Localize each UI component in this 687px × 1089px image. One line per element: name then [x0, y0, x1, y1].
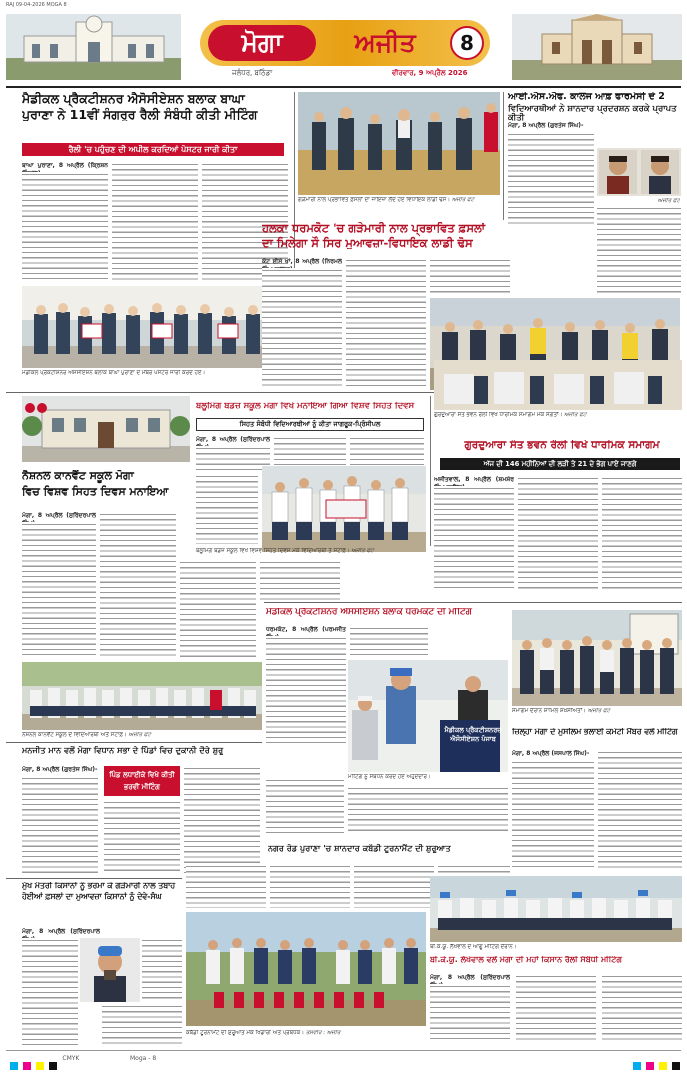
- article4-subhead: ਸਿਹਤ ਸੰਬੰਧੀ ਵਿਦਿਆਰਥੀਆਂ ਨੂੰ ਕੀਤਾ ਜਾਗਰੂਕ-ਪ੍ਰਿੰਸੀਪਲ: [239, 420, 381, 428]
- article2-photo-caption-text: ਗੜੇਮਾਰੀ ਨਾਲ ਪ੍ਰਭਾਵਿਤ ਫ਼ਸਲਾਂ ਦਾ ਜਾਇਜ਼ਾ ਲੈਂਦੇ ਹੋਏ ਵਿਧਾਇਕ ਲਾਡੀ ਢੋਸ।: [298, 197, 451, 203]
- article4-photo: [262, 466, 426, 552]
- article8-caption: [512, 708, 682, 715]
- footer-slug: Moga - 8: [130, 1055, 157, 1062]
- page-number-badge: [450, 26, 484, 60]
- article6-body-col2: [518, 476, 598, 592]
- article2-dateline: ਕੋਟ ਈਸੇ ਖਾਂ, 8 ਅਪ੍ਰੈਲ (ਨਿਰਮਲ: [262, 258, 342, 265]
- article1-body-col2: [112, 162, 198, 282]
- article5-photo: [22, 662, 262, 730]
- article7-banner-line1: ਮੈਡੀਕਲ ਪ੍ਰੈਕਟੀਸ਼ਨਰਜ਼: [444, 726, 502, 734]
- article10-body-col2: [270, 864, 350, 908]
- article11-portrait: [80, 938, 140, 1002]
- article4-headline: ਬਲੂਮਿੰਗ ਬਡਜ਼ ਸਕੂਲ ਮੋਗਾ ਵਿਖੇ ਮਨਾਇਆ ਗਿਆ ਵਿਸ਼ਵ ਸਿਹਤ ਦਿਵਸ: [196, 402, 415, 411]
- article12-body-col1: [430, 984, 510, 1042]
- article10-photo: [186, 912, 426, 1026]
- article5-body-col4: [260, 560, 340, 600]
- article8-photo: [512, 610, 682, 706]
- article2-body-col3: [430, 258, 510, 294]
- article6-photo: [434, 360, 682, 410]
- article9-body-col3: [184, 766, 260, 874]
- article1-headline: [22, 92, 292, 121]
- article4-body-col1: [196, 446, 270, 470]
- article2-headline-line2: ਦਾ ਮਿਲੇਗਾ ਸੌ ਸਿਰ ਮੁਆਵਜ਼ਾ-ਵਿਧਾਇਕ ਲਾਡੀ ਢੋਸ: [262, 236, 473, 250]
- article2-body-col1: [262, 268, 342, 386]
- article5-headline: [22, 470, 192, 497]
- article5-body-col2: [100, 512, 176, 658]
- article11-headline-line1: ਮੁੱਖ ਮੰਤਰੀ ਕਿਸਾਨਾਂ ਨੂੰ ਭਰਮਾ ਕੇ ਗੜੇਮਾਰੀ ਨਾਲ ਤਬਾਹ: [22, 882, 176, 890]
- article9-body-col2: [104, 800, 180, 874]
- article12-photo: [430, 876, 682, 942]
- masthead-building-right: [512, 14, 682, 80]
- article10-body-col1: [186, 864, 266, 908]
- article4-body-col2: [274, 436, 346, 470]
- article10-headline: ਨਗਰ ਰੋਡ ਪੁਰਾਣਾ 'ਚ ਸ਼ਾਨਦਾਰ ਕਬੱਡੀ ਟੂਰਨਾਮੈਂਟ ਦੀ ਸ਼ੁਰੂਆਤ: [268, 844, 451, 853]
- article5-caption-text: ਨੈਸ਼ਨਲ ਕਾਨਵੈਂਟ ਸਕੂਲ ਦੇ ਵਿਦਿਆਰਥੀ ਅਤੇ ਸਟਾਫ਼।: [22, 732, 127, 738]
- article11-body-col3: [142, 938, 182, 1000]
- article3-headline: [508, 92, 683, 123]
- article3-body-col2: [597, 206, 681, 294]
- article2-photo-credit: ਅਜੀਤ ਫੋਟੋ: [451, 197, 475, 203]
- article1-headline-line2: ਪੁਰਾਣਾ ਨੇ 11ਵੀਂ ਸੰਗਰੂਰ ਰੈਲੀ ਸੰਬੰਧੀ ਕੀਤੀ ਮੀਟਿੰਗ: [22, 107, 258, 122]
- article6-subhead: ਅੱਜ ਦੀ 146 ਮਹੀਨਿਆਂ ਦੀ ਲੜੀ ਤੇ 21 ਦੇ ਭੋਗ ਪਾਏ ਜਾਣਗੇ: [440, 458, 680, 470]
- article4-body-col4: [196, 474, 258, 544]
- article6-body-col1: [434, 486, 514, 592]
- article7-dateline: ਧਰਮਕੋਟ, 8 ਅਪ੍ਰੈਲ (ਪਰਮਜੀਤ: [266, 626, 346, 633]
- masthead-building-left: [6, 14, 181, 80]
- article9-boxed-headline: ਪਿੰਡ ਲਧਾਈਕੇ ਵਿਖੇ ਕੀਤੀ ਭਰਵੀਂ ਮੀਟਿੰਗ: [104, 766, 180, 796]
- article8-caption-text: ਸਮਾਗਮ ਦੌਰਾਨ ਸ਼ਾਮਿਲ ਸ਼ਖ਼ਸੀਅਤਾਂ।: [512, 708, 586, 714]
- article12-headline: ਬੀ.ਕੇ.ਯੂ. ਲੱਖੋਵਾਲ ਵਲੋਂ ਮੋਗਾ ਦੀ ਮਹਾਂ ਕਿਸਾਨ ਰੈਲੀ ਸੰਬੰਧੀ ਮੀਟਿੰਗ: [430, 956, 622, 964]
- article10-caption-text: ਕਬੱਡੀ ਟੂਰਨਾਮੈਂਟ ਦੀ ਸ਼ੁਰੂਆਤ ਮੌਕੇ ਖਿਡਾਰੀ ਅਤੇ ਪ੍ਰਬੰਧਕ।: [186, 1030, 305, 1036]
- article9-dateline: ਮੋਗਾ, 8 ਅਪ੍ਰੈਲ (ਗੁਰਤੇਜ ਸਿੰਘ)-: [22, 766, 98, 773]
- article7-caption: ਮੀਟਿੰਗ ਨੂੰ ਸੰਬੋਧਨ ਕਰਦੇ ਹੋਏ ਅਹੁਦੇਦਾਰ।: [348, 774, 431, 780]
- article12-body-col2: [516, 974, 596, 1042]
- print-slug: RAJ 09-04-2026 MOGA 8: [6, 2, 67, 8]
- article1-dateline: ਬਾਘਾ ਪੁਰਾਣਾ, 8 ਅਪ੍ਰੈਲ (ਕ੍ਰਿਸ਼ਨ: [22, 162, 108, 169]
- article11-body-col1: [22, 938, 78, 1046]
- article4-body-col3: [350, 436, 424, 470]
- footer-color-marks-label: CMYK: [62, 1055, 80, 1062]
- article5-caption: [22, 732, 262, 739]
- article3-photo-credit: ਅਜੀਤ ਫੋਟੋ: [657, 198, 680, 204]
- article11-headline: [22, 882, 182, 901]
- article10-body-col3: [354, 864, 434, 908]
- article6-headline: ਗੁਰਦੁਆਰਾ ਸੰਤ ਭਵਨ ਰੌਲੀ ਵਿਖੇ ਧਾਰਮਿਕ ਸਮਾਗਮ: [464, 440, 660, 451]
- article6-photo-credit: ਅਜੀਤ ਫੋਟੋ: [564, 412, 587, 418]
- article12-body-col3: [602, 974, 682, 1042]
- article6-photo-caption: [434, 412, 682, 419]
- article8-body-col1: [512, 760, 594, 870]
- article7-body-col1: [266, 636, 346, 746]
- masthead-title-moga: ਮੋਗਾ: [241, 28, 283, 57]
- article2-body-col2: [346, 258, 426, 386]
- article7-headline: ਮੈਡੀਕਲ ਪ੍ਰੈਕਟੀਸ਼ਨਰ ਐਸੋਸੀਏਸ਼ਨ ਬਲਾਕ ਧਰਮਕੋਟ ਦੀ ਮੀਟਿੰਗ: [266, 608, 472, 617]
- article7-banner-line2: ਐਸੋਸੀਏਸ਼ਨ ਪੰਜਾਬ: [450, 735, 496, 743]
- article1-body-col1: [22, 172, 108, 282]
- article3-headline-line2: ਵਿਦਿਆਰਥੀਆਂ ਨੇ ਸ਼ਾਨਦਾਰ ਪ੍ਰਦਰਸ਼ਨ ਕਰਕੇ ਪ੍ਰਾਪਤ ਕੀਤੀ: [508, 103, 677, 123]
- article12-dateline: ਮੋਗਾ, 8 ਅਪ੍ਰੈਲ (ਸੁਰਿੰਦਰਪਾਲ: [430, 974, 510, 981]
- article4-photo-credit: ਅਜੀਤ ਫੋਟੋ: [351, 548, 374, 554]
- article8-dateline: ਮੋਗਾ, 8 ਅਪ੍ਰੈਲ (ਜਸਪਾਲ ਸਿੰਘ)-: [512, 750, 590, 757]
- article1-headline-line1: ਮੈਡੀਕਲ ਪ੍ਰੈਕਟੀਸ਼ਨਰ ਐਸੋਸੀਏਸ਼ਨ ਬਲਾਕ ਬਾਘਾ: [22, 92, 245, 106]
- masthead-banner: [200, 20, 490, 66]
- article8-body-col2: [598, 750, 682, 870]
- article3-dateline: ਮੋਗਾ, 8 ਅਪ੍ਰੈਲ (ਗੁਰਤੇਜ ਸਿੰਘ)-: [508, 122, 584, 129]
- article4-dateline: ਮੋਗਾ, 8 ਅਪ੍ਰੈਲ (ਸੁਰਿੰਦਰਪਾਲ: [196, 436, 270, 443]
- article5-photo-credit: ਅਜੀਤ ਫੋਟੋ: [128, 732, 151, 738]
- article3-headline-line1: ਆਈ.ਐਸ.ਐਫ. ਕਾਲਜ ਆਫ਼ ਫਾਰਮੇਸੀ ਦੇ 2: [508, 92, 665, 102]
- article3-student-photos: [597, 148, 681, 196]
- article1-photo: [22, 286, 290, 368]
- article7-banner: [440, 726, 506, 766]
- article3-body-col1: [508, 132, 594, 224]
- article7-body-col3: [348, 786, 508, 834]
- article11-headline-line2: ਹੋਈਆਂ ਫ਼ਸਲਾਂ ਦਾ ਮੁਆਵਜ਼ਾ ਕਿਸਾਨਾਂ ਨੂੰ ਦੇਵੇ-ਸੰਘ: [22, 892, 162, 902]
- article5-headline-line2: ਵਿਚ ਵਿਸ਼ਵ ਸਿਹਤ ਦਿਵਸ ਮਨਾਇਆ: [22, 484, 169, 498]
- article10-caption: [186, 1030, 426, 1037]
- article6-body-col3: [602, 476, 682, 592]
- article5-dateline: ਮੋਗਾ, 8 ਅਪ੍ਰੈਲ (ਸੁਰਿੰਦਰਪਾਲ: [22, 512, 96, 519]
- article4-caption-text: ਬਲੂਮਿੰਗ ਬਡਜ਼ ਸਕੂਲ ਵਿਖੇ ਵਿਸ਼ਵ ਸਿਹਤ ਦਿਵਸ ਮੌਕੇ ਵਿਦਿਆਰਥੀ ਤੇ ਸਟਾਫ਼।: [196, 548, 350, 554]
- article1-caption: ਮੈਡੀਕਲ ਪ੍ਰੈਕਟੀਸ਼ਨਰ ਐਸੋਸੀਏਸ਼ਨ ਬਲਾਕ ਬਾਘਾ ਪੁਰਾਣਾ ਦੇ ਮੈਂਬਰ ਪੋਸਟਰ ਜਾਰੀ ਕਰਦੇ ਹੋਏ।: [22, 370, 206, 376]
- article5-headline-line1: ਨੈਸ਼ਨਲ ਕਾਨਵੈਂਟ ਸਕੂਲ ਮੋਗਾ: [22, 470, 134, 482]
- article8-headline: ਜ਼ਿਲ੍ਹਾ ਮੋਗਾ ਦੇ ਮੁਸਲਿਮ ਭਲਾਈ ਕਮੇਟੀ ਮੈਂਬਰ ਵਲੋਂ ਮੀਟਿੰਗ: [512, 728, 678, 736]
- article6-dateline: ਅਜੀਤਵਾਲ, 8 ਅਪ੍ਰੈਲ (ਸ਼ਮਸ਼ੇਰ: [434, 476, 514, 483]
- article2-headline-line1: ਹਲਕਾ ਧਰਮਕੋਟ 'ਚ ਗੜੇਮਾਰੀ ਨਾਲ ਪ੍ਰਭਾਵਿਤ ਫ਼ਸਲਾਂ: [262, 222, 486, 235]
- masthead-subtitle: ਜਲੰਧਰ, ਬਠਿੰਡਾ: [232, 69, 273, 77]
- footer-color-marks-right: [570, 1055, 680, 1063]
- footer-color-marks: [10, 1055, 130, 1063]
- page-number: 8: [460, 31, 474, 55]
- article2-photo-caption: [298, 197, 500, 204]
- article9-headline: ਮਨਜੀਤ ਮਾਨ ਵਲੋਂ ਮੋਗਾ ਵਿਧਾਨ ਸਭਾ ਦੇ ਪਿੰਡਾਂ ਵਿਚ ਦੁਕਾਨੀ ਦੌਰੇ ਸ਼ੁਰੂ: [22, 746, 224, 755]
- school-building-photo: [22, 396, 190, 462]
- article9-body-col1: [22, 776, 98, 874]
- article7-body-col2: [350, 626, 428, 656]
- article4-caption: [196, 548, 426, 555]
- article6-photo-caption-text: ਗੁਰਦੁਆਰਾ ਸੰਤ ਭਵਨ ਰੌਲੀ ਵਿਖੇ ਧਾਰਮਿਕ ਸਮਾਗਮ ਮੌਕੇ ਸੰਗਤਾਂ।: [434, 412, 563, 418]
- article11-dateline: ਮੋਗਾ, 8 ਅਪ੍ਰੈਲ (ਸੁਰਿੰਦਰਪਾਲ: [22, 928, 100, 935]
- article2-photo: [298, 92, 500, 195]
- article5-body-col1: [22, 522, 96, 658]
- article12-caption: ਬੀ.ਕੇ.ਯੂ. ਲੱਖੋਵਾਲ ਦੇ ਆਗੂ ਮੀਟਿੰਗ ਦੌਰਾਨ।: [430, 944, 517, 950]
- masthead: [0, 12, 687, 84]
- article8-photo-credit: ਅਜੀਤ ਫੋਟੋ: [587, 708, 611, 714]
- article9-body-col4: [266, 778, 344, 834]
- article10-photo-credit: ਤਸਵੀਰ : ਅਜੀਤ: [305, 1030, 341, 1036]
- article1-subhead: ਰੈਲੀ 'ਚ ਪਹੁੰਚਣ ਦੀ ਅਪੀਲ ਕਰਦਿਆਂ ਪੋਸਟਰ ਜਾਰੀ ਕੀਤਾ: [22, 143, 284, 156]
- article5-body-col3: [180, 560, 256, 658]
- article4-subhead-box: [196, 418, 424, 431]
- article11-body-col2: [102, 1004, 182, 1046]
- masthead-date: ਵੀਰਵਾਰ, 9 ਅਪ੍ਰੈਲ 2026: [392, 69, 468, 77]
- masthead-title-ajit: ਅਜੀਤ: [354, 28, 416, 57]
